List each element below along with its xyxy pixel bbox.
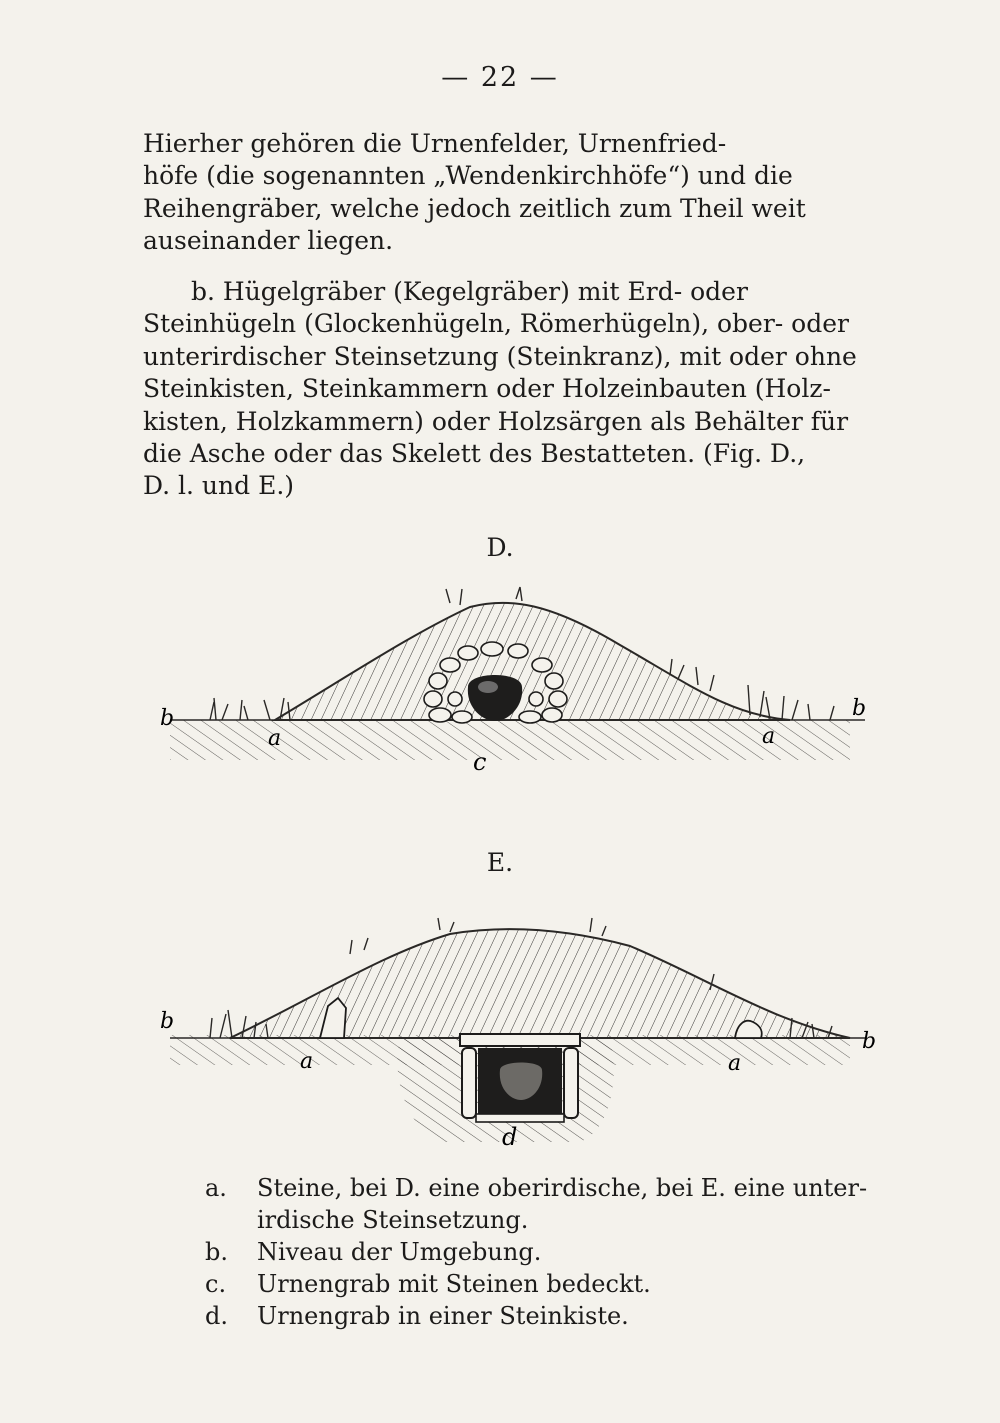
- paragraph-1-line: Reihengräber, welche jedoch zeitlich zum Theil weit: [143, 193, 806, 223]
- mark-a-right: a: [762, 724, 776, 749]
- figure-legend: [205, 1172, 905, 1332]
- paragraph-2-line: Steinhügeln (Glockenhügeln, Römerhügeln), ober- oder: [143, 309, 849, 339]
- paragraph-2-line: die Asche oder das Skelett des Bestatteten. (Fig. D.,: [143, 439, 806, 469]
- figure-d-label: D.: [486, 533, 514, 562]
- paragraph-2-line: kisten, Holzkammern) oder Holzsärgen als Behälter für: [143, 406, 849, 436]
- mark-b-left: b: [160, 1009, 175, 1034]
- legend-key: d.: [205, 1302, 228, 1330]
- legend-text: Urnengrab in einer Steinkiste.: [257, 1302, 629, 1330]
- legend-item-c: [205, 1268, 905, 1300]
- legend-text: irdische Steinsetzung.: [257, 1206, 529, 1234]
- legend-item-d: [205, 1300, 905, 1332]
- legend-key: a.: [205, 1174, 227, 1202]
- mark-c: c: [473, 748, 487, 775]
- paragraph-1-line: höfe (die sogenannten „Wendenkirchhöfe“) und die: [143, 161, 793, 191]
- figure-d-drawing: [150, 575, 880, 775]
- legend-key: c.: [205, 1270, 227, 1298]
- figure-e-illustration: [150, 910, 880, 1155]
- figure-e-label: E.: [486, 848, 514, 877]
- legend-item-a-continued: [205, 1204, 905, 1236]
- legend-text: Niveau der Umgebung.: [257, 1238, 542, 1266]
- legend-key: [205, 1204, 257, 1236]
- paragraph-1: [143, 128, 908, 258]
- mark-b-right: b: [852, 696, 867, 721]
- paragraph-2-line: Steinkisten, Steinkammern oder Holzeinbauten (Holz-: [143, 374, 831, 404]
- burial-mound: [230, 929, 850, 1038]
- mark-a-left: a: [300, 1049, 314, 1074]
- figure-d-illustration: [150, 575, 880, 775]
- mark-b-right: b: [862, 1029, 877, 1054]
- paragraph-1-line: auseinander liegen.: [143, 226, 394, 256]
- paragraph-2-line: unterirdischer Steinsetzung (Steinkranz), mit oder ohne: [143, 341, 857, 371]
- mark-d: d: [502, 1123, 518, 1151]
- legend-text: Steine, bei D. eine oberirdische, bei E. eine unter-: [257, 1174, 868, 1202]
- legend-key: b.: [205, 1238, 228, 1266]
- legend-item-b: [205, 1236, 905, 1268]
- legend-item-a: [205, 1172, 905, 1204]
- page-number: — 22 —: [441, 62, 559, 93]
- paragraph-2-line: b. Hügelgräber (Kegelgräber) mit Erd- oder: [191, 277, 748, 306]
- paragraph-2-line: D. l. und E.): [143, 471, 295, 501]
- paragraph-2: [143, 276, 908, 503]
- figure-e-drawing: [150, 910, 880, 1155]
- urn-highlight: [478, 681, 498, 693]
- mark-a-right: a: [728, 1051, 742, 1076]
- paragraph-1-line: Hierher gehören die Urnenfelder, Urnenfried-: [143, 129, 727, 158]
- mark-b-left: b: [160, 706, 175, 731]
- mark-a-left: a: [268, 726, 282, 751]
- legend-text: Urnengrab mit Steinen bedeckt.: [257, 1270, 651, 1298]
